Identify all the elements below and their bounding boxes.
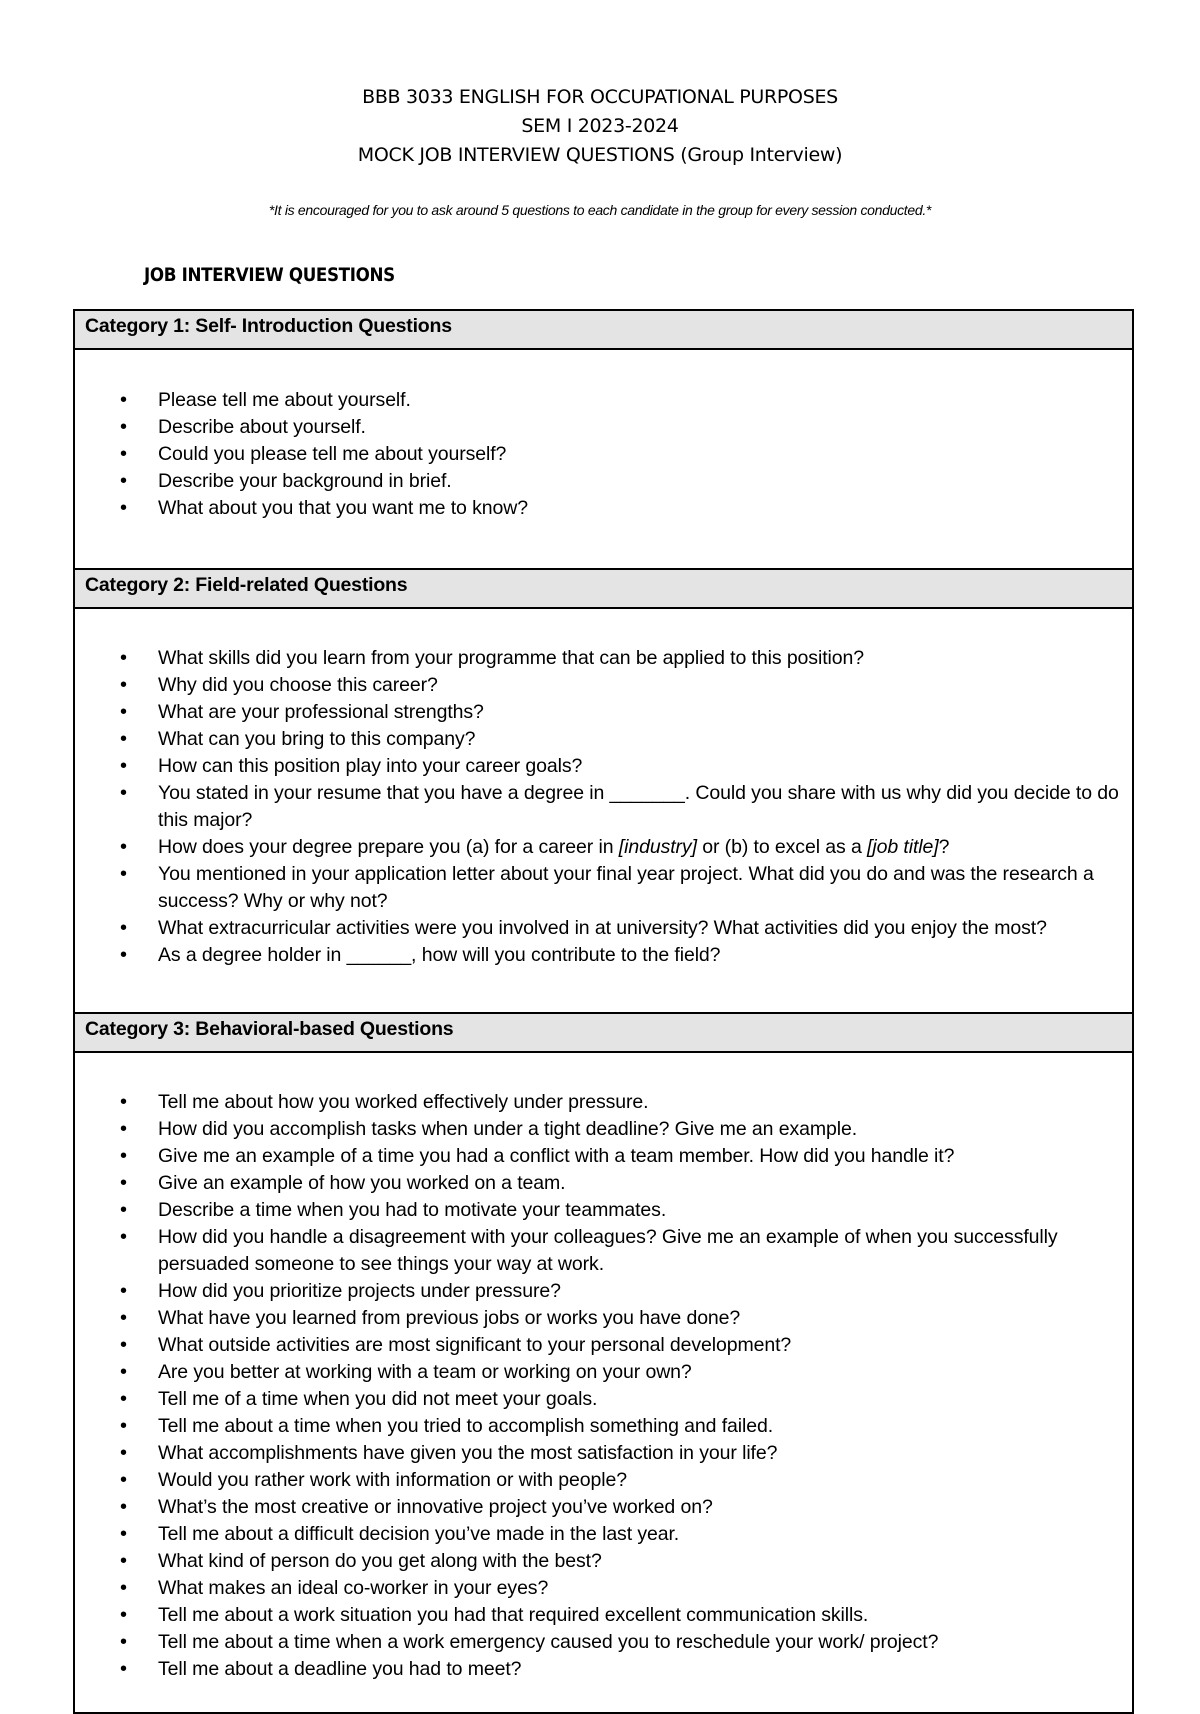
question-item: • Tell me of a time when you did not meet your goals. bbox=[158, 1386, 1132, 1413]
question-item: • What are your professional strengths? bbox=[158, 699, 1132, 726]
category-body bbox=[74, 349, 1133, 569]
question-item: • What makes an ideal co-worker in your eyes? bbox=[158, 1575, 1132, 1602]
document-title: MOCK JOB INTERVIEW QUESTIONS (Group Interview) bbox=[357, 144, 843, 166]
question-item: • You mentioned in your application letter about your final year project. What did you do and was the research a success? Why or why not? bbox=[158, 861, 1132, 915]
question-list bbox=[75, 645, 1132, 969]
question-item: • What’s the most creative or innovative project you’ve worked on? bbox=[158, 1494, 1132, 1521]
question-item: • Would you rather work with information or with people? bbox=[158, 1467, 1132, 1494]
question-list bbox=[75, 387, 1132, 522]
question-item: • Why did you choose this career? bbox=[158, 672, 1132, 699]
semester-label: SEM I 2023-2024 bbox=[521, 115, 679, 137]
questions-table bbox=[73, 309, 1134, 1714]
question-item: • How does your degree prepare you (a) for a career in [industry] or (b) to excel as a [job title]? bbox=[158, 834, 1132, 861]
category-body bbox=[74, 608, 1133, 1013]
category-title: Category 2: Field-related Questions bbox=[85, 574, 408, 596]
question-item: • Give an example of how you worked on a team. bbox=[158, 1170, 1132, 1197]
section-title: JOB INTERVIEW QUESTIONS bbox=[144, 264, 395, 286]
question-item: • Please tell me about yourself. bbox=[158, 387, 1132, 414]
question-item: • Could you please tell me about yourself? bbox=[158, 441, 1132, 468]
question-item: • As a degree holder in ______, how will you contribute to the field? bbox=[158, 942, 1132, 969]
question-item: • Tell me about how you worked effectively under pressure. bbox=[158, 1089, 1132, 1116]
question-item: • Give me an example of a time you had a conflict with a team member. How did you handle it? bbox=[158, 1143, 1132, 1170]
question-item: • Tell me about a work situation you had that required excellent communication skills. bbox=[158, 1602, 1132, 1629]
question-item: • How can this position play into your career goals? bbox=[158, 753, 1132, 780]
question-item: • How did you handle a disagreement with your colleagues? Give me an example of when you successfully persuaded someone to see things your way at work. bbox=[158, 1224, 1132, 1278]
question-item: • What kind of person do you get along with the best? bbox=[158, 1548, 1132, 1575]
question-item: • Describe about yourself. bbox=[158, 414, 1132, 441]
question-item: • Tell me about a time when a work emergency caused you to reschedule your work/ project? bbox=[158, 1629, 1132, 1656]
category-body bbox=[74, 1052, 1133, 1713]
course-title: BBB 3033 ENGLISH FOR OCCUPATIONAL PURPOSES bbox=[362, 86, 838, 108]
question-item: • You stated in your resume that you have a degree in _______. Could you share with us why did you decide to do this major? bbox=[158, 780, 1132, 834]
question-item: • What about you that you want me to know? bbox=[158, 495, 1132, 522]
question-item: • What can you bring to this company? bbox=[158, 726, 1132, 753]
question-item: • Tell me about a difficult decision you’ve made in the last year. bbox=[158, 1521, 1132, 1548]
category-header bbox=[74, 310, 1133, 349]
question-item: • What accomplishments have given you the most satisfaction in your life? bbox=[158, 1440, 1132, 1467]
question-item: • How did you accomplish tasks when under a tight deadline? Give me an example. bbox=[158, 1116, 1132, 1143]
category-header bbox=[74, 569, 1133, 608]
question-item: • What skills did you learn from your programme that can be applied to this position? bbox=[158, 645, 1132, 672]
question-item: • Describe your background in brief. bbox=[158, 468, 1132, 495]
category-header bbox=[74, 1013, 1133, 1052]
question-item: • Tell me about a deadline you had to meet? bbox=[158, 1656, 1132, 1683]
category-title: Category 1: Self- Introduction Questions bbox=[85, 315, 452, 337]
instruction-note: *It is encouraged for you to ask around 5 questions to each candidate in the group for every session conducted.* bbox=[268, 202, 932, 218]
question-item: • What extracurricular activities were you involved in at university? What activities did you enjoy the most? bbox=[158, 915, 1132, 942]
question-item: • What have you learned from previous jobs or works you have done? bbox=[158, 1305, 1132, 1332]
category-title: Category 3: Behavioral-based Questions bbox=[85, 1018, 454, 1040]
question-item: • How did you prioritize projects under pressure? bbox=[158, 1278, 1132, 1305]
question-item: • Describe a time when you had to motivate your teammates. bbox=[158, 1197, 1132, 1224]
question-item: • What outside activities are most significant to your personal development? bbox=[158, 1332, 1132, 1359]
question-item: • Are you better at working with a team or working on your own? bbox=[158, 1359, 1132, 1386]
question-list bbox=[75, 1089, 1132, 1683]
question-item: • Tell me about a time when you tried to accomplish something and failed. bbox=[158, 1413, 1132, 1440]
